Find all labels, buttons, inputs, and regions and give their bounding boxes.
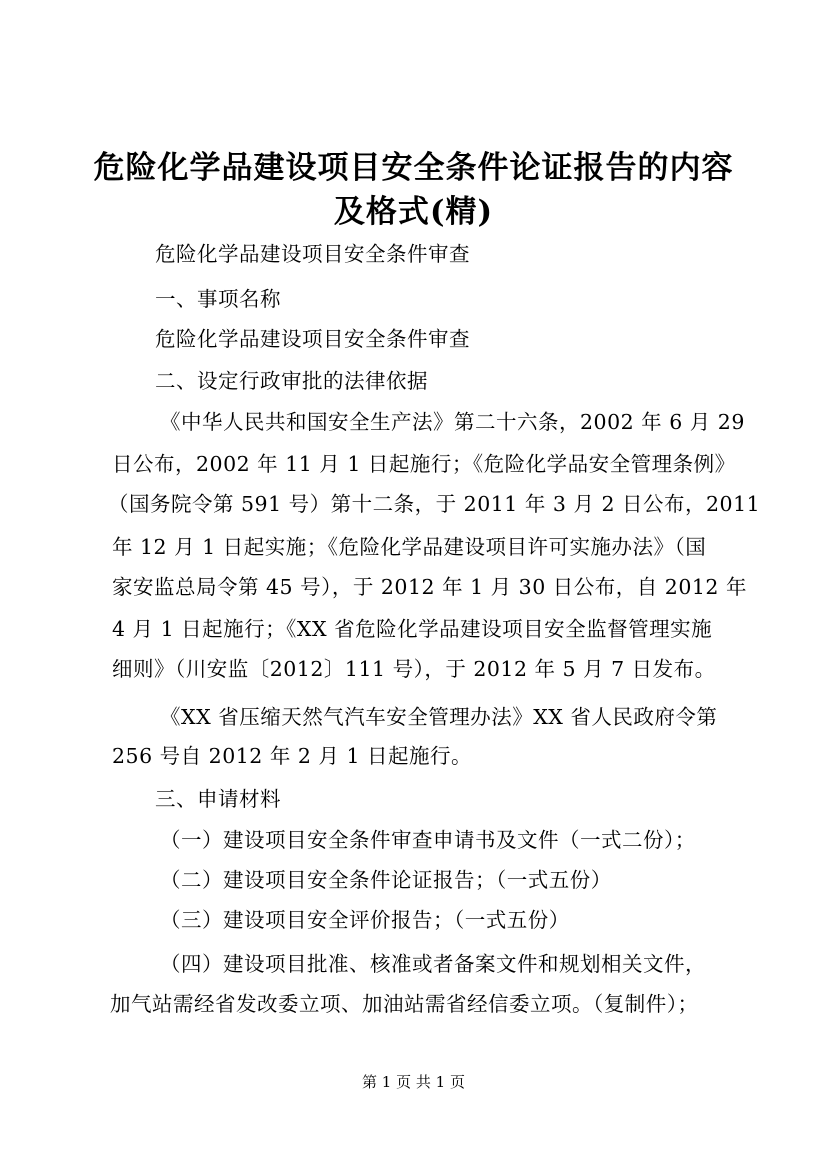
paragraph-item-name: 危险化学品建设项目安全条件审查	[155, 327, 470, 351]
document-title: 危险化学品建设项目安全条件论证报告的内容	[93, 150, 734, 186]
paragraph-legal-basis-line: 家安监总局令第 45 号），于 2012 年 1 月 30 日公布，自 2012 年	[112, 575, 747, 599]
list-item-material-4-continued: 加气站需经省发改委立项、加油站需省经信委立项。（复制件）；	[110, 992, 699, 1016]
list-item-material-3: （三）建设项目安全评价报告；（一式五份）	[160, 908, 570, 932]
list-item-material-2: （二）建设项目安全条件论证报告；（一式五份）	[160, 868, 612, 892]
paragraph-cng-regulation-line: 256 号自 2012 年 2 月 1 日起施行。	[112, 744, 472, 768]
page-number-footer: 第 1 页 共 1 页	[362, 1073, 465, 1091]
paragraph-legal-basis-line: （国务院令第 591 号）第十二条，于 2011 年 3 月 2 日公布，2011	[108, 492, 761, 516]
paragraph-legal-basis-line: 日公布，2002 年 11 月 1 日起施行；《危险化学品安全管理条例》	[112, 452, 736, 476]
list-item-material-4: （四）建设项目批准、核准或者备案文件和规划相关文件，	[160, 952, 706, 976]
paragraph-subject: 危险化学品建设项目安全条件审查	[155, 242, 470, 266]
list-item-material-1: （一）建设项目安全条件审查申请书及文件（一式二份）；	[160, 828, 696, 852]
section-heading-item-name: 一、事项名称	[155, 287, 281, 311]
paragraph-legal-basis-line: 细则》（川安监〔2012〕111 号），于 2012 年 5 月 7 日发布。	[112, 657, 716, 681]
paragraph-cng-regulation-line: 《XX 省压缩天然气汽车安全管理办法》XX 省人民政府令第	[160, 705, 718, 729]
section-heading-application-materials: 三、申请材料	[155, 787, 281, 811]
paragraph-legal-basis-line: 年 12 月 1 日起实施；《危险化学品建设项目许可实施办法》（国	[112, 535, 707, 559]
document-title-continued: 及格式(精)	[333, 194, 494, 230]
section-heading-legal-basis: 二、设定行政审批的法律依据	[155, 369, 428, 393]
paragraph-legal-basis-line: 4 月 1 日起施行；《XX 省危险化学品建设项目安全监督管理实施	[112, 617, 713, 641]
paragraph-legal-basis-line: 《中华人民共和国安全生产法》第二十六条，2002 年 6 月 29	[160, 410, 745, 434]
